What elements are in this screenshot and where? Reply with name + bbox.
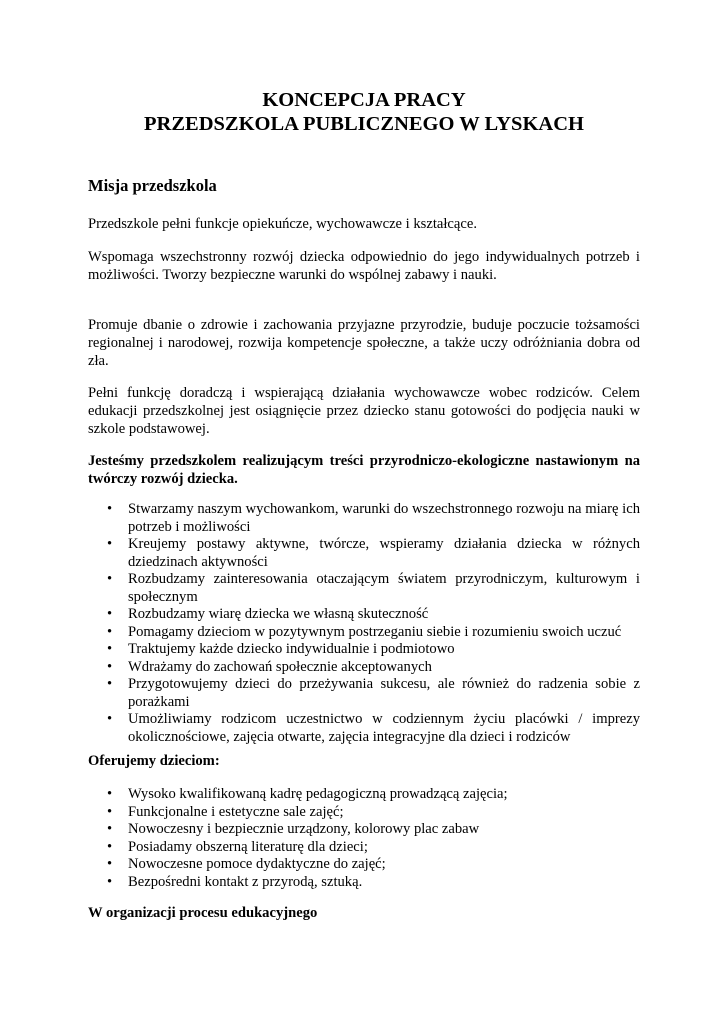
document-title-line-1: KONCEPCJA PRACY: [262, 89, 466, 111]
document-title-line-2: PRZEDSZKOLA PUBLICZNEGO W LYSKACH: [144, 113, 584, 135]
list-item: • Pomagamy dzieciom w pozytywnym postrzeganiu siebie i rozumieniu swoich uczuć: [88, 624, 640, 642]
paragraph-3: Promuje dbanie o zdrowie i zachowania przyjazne przyrodzie, buduje poczucie tożsamości regionalnej i narodowej, rozwija kompetencje społeczne, a także uczy odróżniania dobra od zła.: [88, 317, 640, 369]
list-item: • Umożliwiamy rodzicom uczestnictwo w codziennym życiu placówki / imprezy okolicznościowe, zajęcia otwarte, zajęcia integracyjne dla dzieci i rodziców: [88, 711, 640, 746]
education-heading: W organizacji procesu edukacyjnego: [88, 905, 318, 921]
paragraph-2: Wspomaga wszechstronny rozwój dziecka odpowiednio do jego indywidualnych potrzeb i możliwości. Tworzy bezpieczne warunki do wspólnej zabawy i nauki.: [88, 249, 640, 283]
list-item: • Posiadamy obszerną literaturę dla dzieci;: [88, 839, 640, 857]
offer-heading: Oferujemy dzieciom:: [88, 753, 220, 769]
list-item: • Kreujemy postawy aktywne, twórcze, wspieramy działania dziecka w różnych dziedzinach aktywności: [88, 536, 640, 571]
list-item: • Przygotowujemy dzieci do przeżywania sukcesu, ale również do radzenia sobie z porażkami: [88, 676, 640, 711]
list-item: • Rozbudzamy wiarę dziecka we własną skuteczność: [88, 606, 640, 624]
list-item: • Nowoczesny i bezpiecznie urządzony, kolorowy plac zabaw: [88, 821, 640, 839]
bold-statement: Jesteśmy przedszkolem realizującym treści przyrodniczo-ekologiczne nastawionym na twórczy rozwój dziecka.: [88, 453, 640, 487]
list-item: • Traktujemy każde dziecko indywidualnie i podmiotowo: [88, 641, 640, 659]
paragraph-1: Przedszkole pełni funkcje opiekuńcze, wychowawcze i kształcące.: [88, 216, 477, 232]
list-item: • Wysoko kwalifikowaną kadrę pedagogiczną prowadzącą zajęcia;: [88, 786, 640, 804]
list-item: • Rozbudzamy zainteresowania otaczającym światem przyrodniczym, kulturowym i społecznym: [88, 571, 640, 606]
offer-list: [88, 786, 640, 891]
list-item: • Nowoczesne pomoce dydaktyczne do zajęć;: [88, 856, 640, 874]
list-item: • Bezpośredni kontakt z przyrodą, sztuką.: [88, 874, 640, 892]
list-item: • Wdrażamy do zachowań społecznie akceptowanych: [88, 659, 640, 677]
values-list: [88, 501, 640, 746]
paragraph-4: Pełni funkcję doradczą i wspierającą działania wychowawcze wobec rodziców. Celem edukacji przedszkolnej jest osiągnięcie przez dziecko stanu gotowości do podjęcia nauki w szkole podstawowej.: [88, 385, 640, 437]
section-heading-mission: Misja przedszkola: [88, 176, 217, 195]
list-item: • Funkcjonalne i estetyczne sale zajęć;: [88, 804, 640, 822]
list-item: • Stwarzamy naszym wychowankom, warunki do wszechstronnego rozwoju na miarę ich potrzeb i możliwości: [88, 501, 640, 536]
